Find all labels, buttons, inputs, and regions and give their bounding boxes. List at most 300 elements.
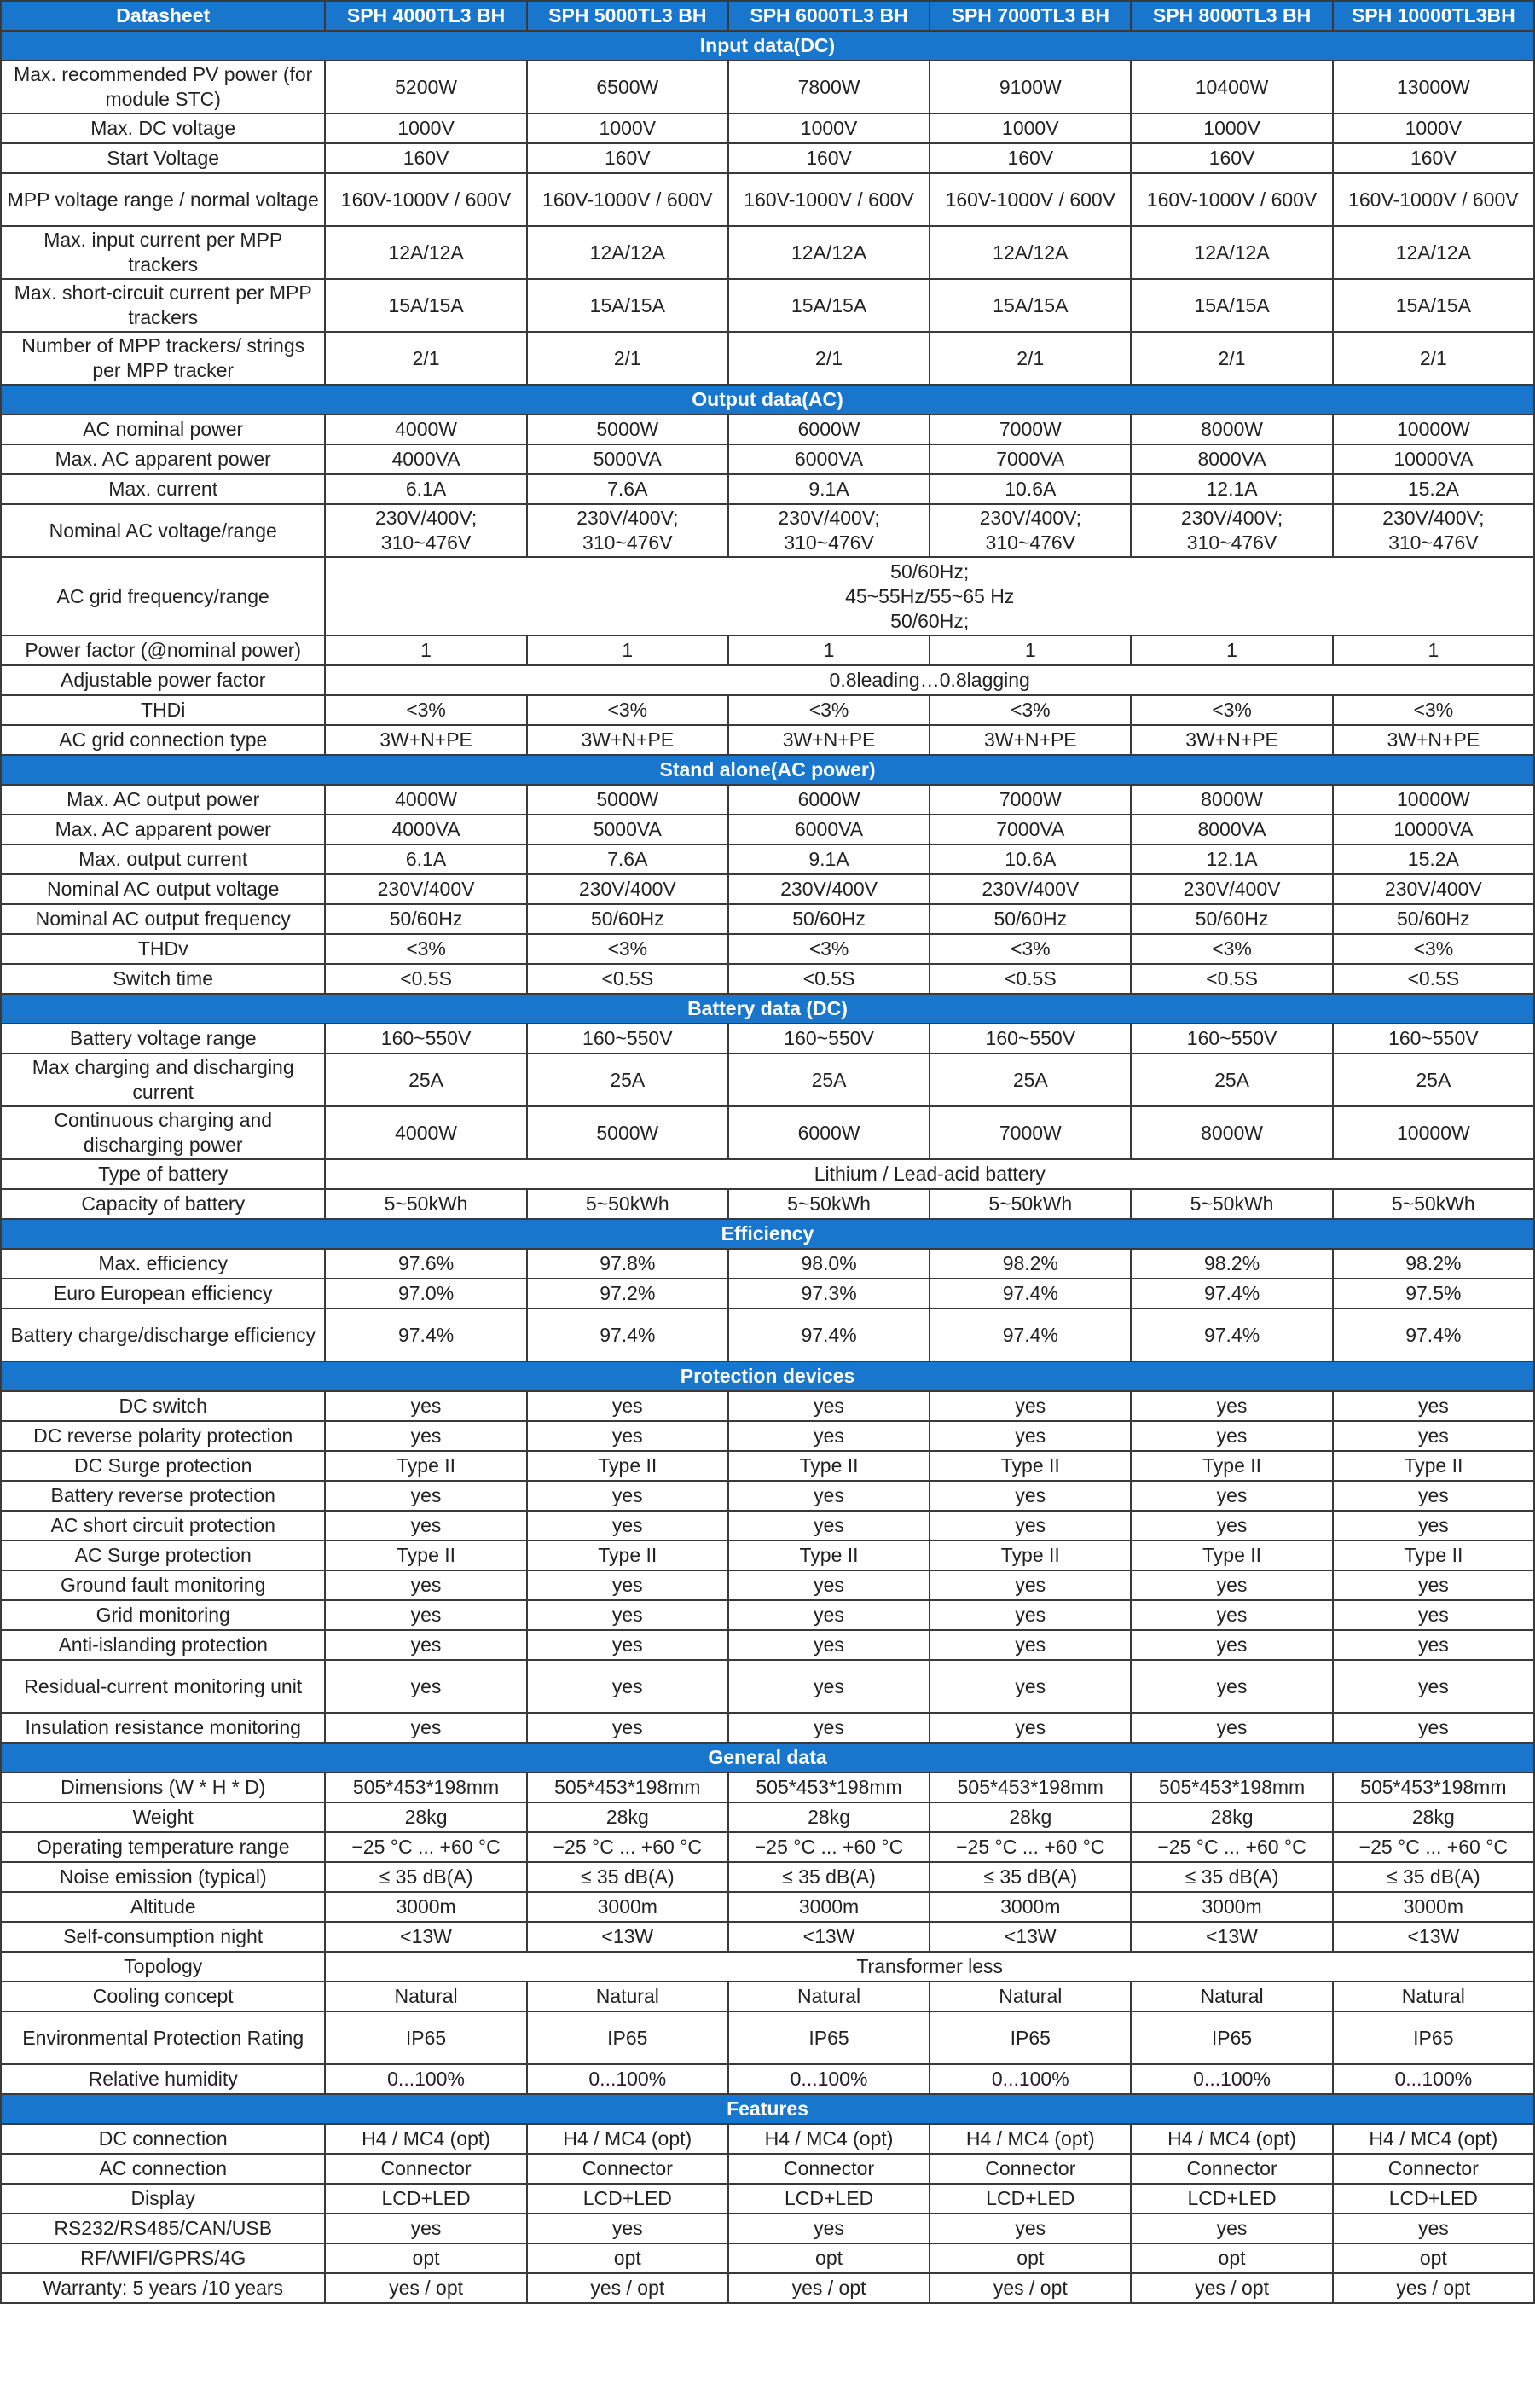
row-label: Continuous charging and discharging power	[1, 1106, 325, 1159]
row-label: Max. output current	[1, 844, 325, 874]
value-cell: 1000V	[527, 113, 728, 143]
value-cell: yes	[1131, 1391, 1332, 1421]
value-cell: yes	[325, 1481, 526, 1511]
value-cell: 1000V	[930, 113, 1131, 143]
value-cell: ≤ 35 dB(A)	[930, 1862, 1131, 1892]
value-cell: 8000VA	[1131, 815, 1332, 844]
row-label: AC Surge protection	[1, 1541, 325, 1570]
section-header-row	[1, 1361, 1534, 1391]
value-cell: 97.0%	[325, 1279, 526, 1308]
value-cell: 5000VA	[527, 444, 728, 474]
value-cell: yes	[527, 1570, 728, 1600]
section-header-row	[1, 755, 1534, 785]
value-cell: 50/60Hz	[1131, 904, 1332, 934]
datasheet-body	[1, 31, 1534, 2303]
value-cell: 25A	[325, 1053, 526, 1106]
table-row	[1, 1982, 1534, 2011]
value-cell: 28kg	[1131, 1802, 1332, 1832]
value-cell: yes	[930, 1713, 1131, 1743]
value-cell: yes	[1131, 1660, 1332, 1713]
model-header: SPH 8000TL3 BH	[1131, 1, 1332, 31]
value-cell: <3%	[1333, 934, 1534, 964]
value-cell: 230V/400V; 310~476V	[930, 504, 1131, 557]
value-cell: −25 °C ... +60 °C	[728, 1832, 930, 1862]
value-cell: 160~550V	[325, 1024, 526, 1053]
value-cell: yes	[728, 1630, 930, 1660]
table-row	[1, 2243, 1534, 2273]
row-label: AC connection	[1, 2154, 325, 2184]
value-cell: yes	[728, 1713, 930, 1743]
value-cell: 25A	[1131, 1053, 1332, 1106]
row-label: Warranty: 5 years /10 years	[1, 2273, 325, 2303]
value-cell: 6500W	[527, 61, 728, 113]
row-label: Weight	[1, 1802, 325, 1832]
value-cell: 1	[527, 635, 728, 665]
value-cell: 3W+N+PE	[728, 725, 930, 755]
table-row	[1, 504, 1534, 557]
value-cell: yes	[930, 1660, 1131, 1713]
value-cell: yes	[527, 1391, 728, 1421]
row-label: AC nominal power	[1, 415, 325, 444]
value-cell: 12A/12A	[527, 226, 728, 279]
table-row	[1, 665, 1534, 695]
value-cell: 5000VA	[527, 815, 728, 844]
value-cell: yes	[930, 1481, 1131, 1511]
value-cell: 15A/15A	[527, 279, 728, 332]
row-label: Insulation resistance monitoring	[1, 1713, 325, 1743]
table-row	[1, 415, 1534, 444]
value-cell: 12.1A	[1131, 844, 1332, 874]
table-row	[1, 934, 1534, 964]
value-cell: yes	[1333, 2214, 1534, 2243]
value-cell: H4 / MC4 (opt)	[325, 2124, 526, 2154]
row-label: Switch time	[1, 964, 325, 994]
value-cell: <3%	[325, 934, 526, 964]
value-cell: yes	[527, 1630, 728, 1660]
row-label: Relative humidity	[1, 2064, 325, 2094]
value-cell: yes	[1131, 1511, 1332, 1541]
value-cell: opt	[1333, 2243, 1534, 2273]
value-cell: yes	[527, 1511, 728, 1541]
value-cell: LCD+LED	[527, 2184, 728, 2214]
value-cell: 2/1	[728, 332, 930, 385]
value-cell: LCD+LED	[1131, 2184, 1332, 2214]
value-cell: yes	[930, 1600, 1131, 1630]
value-cell: 28kg	[325, 1802, 526, 1832]
value-cell: yes / opt	[527, 2273, 728, 2303]
row-label: Dimensions (W * H * D)	[1, 1773, 325, 1802]
value-cell: 2/1	[527, 332, 728, 385]
row-label: Max. short-circuit current per MPP trackers	[1, 279, 325, 332]
spanned-value: 50/60Hz; 45~55Hz/55~65 Hz 50/60Hz;	[325, 557, 1534, 635]
value-cell: yes / opt	[1333, 2273, 1534, 2303]
value-cell: 160V-1000V / 600V	[527, 173, 728, 226]
value-cell: 12A/12A	[930, 226, 1131, 279]
value-cell: 230V/400V; 310~476V	[728, 504, 930, 557]
value-cell: 97.4%	[1131, 1308, 1332, 1361]
value-cell: 7000W	[930, 1106, 1131, 1159]
value-cell: 10000W	[1333, 785, 1534, 815]
value-cell: 98.2%	[930, 1249, 1131, 1279]
value-cell: 230V/400V	[527, 874, 728, 904]
value-cell: 98.2%	[1131, 1249, 1332, 1279]
value-cell: 97.2%	[527, 1279, 728, 1308]
value-cell: 15A/15A	[1131, 279, 1332, 332]
value-cell: IP65	[930, 2011, 1131, 2064]
value-cell: 1000V	[728, 113, 930, 143]
row-label: Number of MPP trackers/ strings per MPP tracker	[1, 332, 325, 385]
value-cell: 160V	[1333, 143, 1534, 173]
value-cell: 230V/400V; 310~476V	[527, 504, 728, 557]
value-cell: 15A/15A	[325, 279, 526, 332]
value-cell: opt	[728, 2243, 930, 2273]
value-cell: 160V	[325, 143, 526, 173]
value-cell: 50/60Hz	[325, 904, 526, 934]
value-cell: 4000W	[325, 785, 526, 815]
value-cell: 50/60Hz	[930, 904, 1131, 934]
value-cell: 0...100%	[728, 2064, 930, 2094]
value-cell: 4000W	[325, 415, 526, 444]
table-row	[1, 332, 1534, 385]
value-cell: 160V	[728, 143, 930, 173]
value-cell: 10000VA	[1333, 815, 1534, 844]
value-cell: Type II	[1131, 1541, 1332, 1570]
value-cell: 8000W	[1131, 785, 1332, 815]
value-cell: ≤ 35 dB(A)	[527, 1862, 728, 1892]
value-cell: Type II	[325, 1541, 526, 1570]
table-row	[1, 964, 1534, 994]
table-row	[1, 2273, 1534, 2303]
value-cell: yes	[1131, 1600, 1332, 1630]
value-cell: −25 °C ... +60 °C	[1131, 1832, 1332, 1862]
value-cell: LCD+LED	[325, 2184, 526, 2214]
row-label: DC Surge protection	[1, 1451, 325, 1481]
table-row	[1, 1189, 1534, 1219]
value-cell: <3%	[930, 695, 1131, 725]
value-cell: H4 / MC4 (opt)	[728, 2124, 930, 2154]
value-cell: 505*453*198mm	[930, 1773, 1131, 1802]
value-cell: 1000V	[325, 113, 526, 143]
table-row	[1, 844, 1534, 874]
value-cell: yes	[1333, 1511, 1534, 1541]
value-cell: <13W	[1333, 1922, 1534, 1952]
model-header: SPH 6000TL3 BH	[728, 1, 930, 31]
value-cell: H4 / MC4 (opt)	[930, 2124, 1131, 2154]
value-cell: 2/1	[1131, 332, 1332, 385]
value-cell: yes / opt	[325, 2273, 526, 2303]
row-label: Max. input current per MPP trackers	[1, 226, 325, 279]
row-label: DC connection	[1, 2124, 325, 2154]
section-title: Features	[1, 2094, 1534, 2124]
table-row	[1, 1952, 1534, 1982]
row-label: Self-consumption night	[1, 1922, 325, 1952]
value-cell: 230V/400V	[1333, 874, 1534, 904]
value-cell: 3W+N+PE	[325, 725, 526, 755]
row-label: Residual-current monitoring unit	[1, 1660, 325, 1713]
table-row	[1, 1391, 1534, 1421]
value-cell: 160~550V	[1131, 1024, 1332, 1053]
value-cell: 15A/15A	[930, 279, 1131, 332]
value-cell: IP65	[325, 2011, 526, 2064]
value-cell: 5~50kWh	[527, 1189, 728, 1219]
value-cell: 25A	[728, 1053, 930, 1106]
section-title: Protection devices	[1, 1361, 1534, 1391]
value-cell: yes	[1131, 1570, 1332, 1600]
value-cell: 5000W	[527, 785, 728, 815]
value-cell: Connector	[930, 2154, 1131, 2184]
section-header-row	[1, 2094, 1534, 2124]
row-label: AC grid connection type	[1, 725, 325, 755]
value-cell: yes	[527, 2214, 728, 2243]
value-cell: 160V	[930, 143, 1131, 173]
value-cell: 230V/400V; 310~476V	[1333, 504, 1534, 557]
value-cell: 1000V	[1333, 113, 1534, 143]
value-cell: 97.4%	[527, 1308, 728, 1361]
row-label: Max. DC voltage	[1, 113, 325, 143]
value-cell: LCD+LED	[1333, 2184, 1534, 2214]
table-row	[1, 1922, 1534, 1952]
table-row	[1, 1159, 1534, 1189]
value-cell: 6.1A	[325, 844, 526, 874]
value-cell: <3%	[1131, 695, 1332, 725]
value-cell: 5~50kWh	[325, 1189, 526, 1219]
value-cell: 3000m	[1333, 1892, 1534, 1922]
table-row	[1, 815, 1534, 844]
value-cell: yes	[930, 1391, 1131, 1421]
model-header: SPH 5000TL3 BH	[527, 1, 728, 31]
value-cell: Type II	[1333, 1541, 1534, 1570]
table-row	[1, 2064, 1534, 2094]
table-row	[1, 1660, 1534, 1713]
value-cell: 160V	[1131, 143, 1332, 173]
value-cell: <3%	[1333, 695, 1534, 725]
value-cell: yes	[325, 1600, 526, 1630]
row-label: Power factor (@nominal power)	[1, 635, 325, 665]
value-cell: <3%	[728, 695, 930, 725]
model-header: SPH 7000TL3 BH	[930, 1, 1131, 31]
value-cell: 230V/400V	[325, 874, 526, 904]
table-row	[1, 2184, 1534, 2214]
value-cell: 1	[728, 635, 930, 665]
table-row	[1, 474, 1534, 504]
value-cell: opt	[325, 2243, 526, 2273]
value-cell: 3000m	[527, 1892, 728, 1922]
value-cell: <13W	[728, 1922, 930, 1952]
value-cell: 50/60Hz	[527, 904, 728, 934]
table-row	[1, 1481, 1534, 1511]
value-cell: yes	[930, 1421, 1131, 1451]
value-cell: <3%	[527, 695, 728, 725]
value-cell: Natural	[1333, 1982, 1534, 2011]
value-cell: yes	[325, 1660, 526, 1713]
value-cell: ≤ 35 dB(A)	[325, 1862, 526, 1892]
value-cell: 97.4%	[1131, 1279, 1332, 1308]
row-label: AC grid frequency/range	[1, 557, 325, 635]
value-cell: yes	[930, 2214, 1131, 2243]
table-row	[1, 1773, 1534, 1802]
value-cell: 6000VA	[728, 444, 930, 474]
value-cell: 4000VA	[325, 444, 526, 474]
value-cell: 28kg	[527, 1802, 728, 1832]
value-cell: 505*453*198mm	[1333, 1773, 1534, 1802]
table-row	[1, 1511, 1534, 1541]
value-cell: 5000W	[527, 415, 728, 444]
value-cell: yes	[1333, 1421, 1534, 1451]
value-cell: 230V/400V	[1131, 874, 1332, 904]
row-label: Grid monitoring	[1, 1600, 325, 1630]
value-cell: 505*453*198mm	[728, 1773, 930, 1802]
value-cell: 97.3%	[728, 1279, 930, 1308]
value-cell: yes	[728, 2214, 930, 2243]
value-cell: 8000W	[1131, 1106, 1332, 1159]
value-cell: IP65	[728, 2011, 930, 2064]
value-cell: Type II	[930, 1451, 1131, 1481]
value-cell: 97.4%	[325, 1308, 526, 1361]
value-cell: 160V-1000V / 600V	[1131, 173, 1332, 226]
value-cell: 15.2A	[1333, 474, 1534, 504]
value-cell: yes	[1333, 1600, 1534, 1630]
value-cell: 10000VA	[1333, 444, 1534, 474]
value-cell: 230V/400V; 310~476V	[1131, 504, 1332, 557]
value-cell: <13W	[527, 1922, 728, 1952]
section-title: General data	[1, 1743, 1534, 1773]
table-row	[1, 1106, 1534, 1159]
value-cell: 160V-1000V / 600V	[728, 173, 930, 226]
value-cell: 7000VA	[930, 444, 1131, 474]
value-cell: Connector	[1333, 2154, 1534, 2184]
spanned-value: 0.8leading…0.8lagging	[325, 665, 1534, 695]
value-cell: Type II	[1131, 1451, 1332, 1481]
value-cell: 2/1	[1333, 332, 1534, 385]
value-cell: yes	[728, 1421, 930, 1451]
value-cell: 28kg	[930, 1802, 1131, 1832]
table-row	[1, 1249, 1534, 1279]
value-cell: 10000W	[1333, 1106, 1534, 1159]
model-header: SPH 10000TL3BH	[1333, 1, 1534, 31]
value-cell: 5~50kWh	[1131, 1189, 1332, 1219]
value-cell: 3000m	[930, 1892, 1131, 1922]
value-cell: 0...100%	[325, 2064, 526, 2094]
row-label: THDv	[1, 934, 325, 964]
value-cell: 9.1A	[728, 474, 930, 504]
value-cell: 28kg	[728, 1802, 930, 1832]
value-cell: 230V/400V; 310~476V	[325, 504, 526, 557]
table-row	[1, 2154, 1534, 2184]
row-label: Noise emission (typical)	[1, 1862, 325, 1892]
value-cell: Connector	[325, 2154, 526, 2184]
value-cell: Type II	[728, 1541, 930, 1570]
value-cell: IP65	[1131, 2011, 1332, 2064]
value-cell: 0...100%	[1131, 2064, 1332, 2094]
value-cell: Type II	[728, 1451, 930, 1481]
value-cell: yes	[728, 1660, 930, 1713]
value-cell: yes	[325, 1421, 526, 1451]
value-cell: 97.8%	[527, 1249, 728, 1279]
value-cell: yes	[325, 1630, 526, 1660]
table-row	[1, 874, 1534, 904]
value-cell: 9100W	[930, 61, 1131, 113]
table-row	[1, 1570, 1534, 1600]
value-cell: 5~50kWh	[930, 1189, 1131, 1219]
value-cell: −25 °C ... +60 °C	[325, 1832, 526, 1862]
value-cell: 4000W	[325, 1106, 526, 1159]
section-header-row	[1, 1743, 1534, 1773]
value-cell: 3W+N+PE	[1131, 725, 1332, 755]
row-label: Nominal AC output frequency	[1, 904, 325, 934]
table-row	[1, 904, 1534, 934]
row-label: Max. recommended PV power (for module STC)	[1, 61, 325, 113]
value-cell: <13W	[1131, 1922, 1332, 1952]
value-cell: 0...100%	[527, 2064, 728, 2094]
section-header-row	[1, 994, 1534, 1024]
table-row	[1, 113, 1534, 143]
value-cell: ≤ 35 dB(A)	[1333, 1862, 1534, 1892]
row-label: Nominal AC output voltage	[1, 874, 325, 904]
row-label: Battery charge/discharge efficiency	[1, 1308, 325, 1361]
table-row	[1, 1713, 1534, 1743]
value-cell: 4000VA	[325, 815, 526, 844]
value-cell: yes	[930, 1511, 1131, 1541]
row-label: Ground fault monitoring	[1, 1570, 325, 1600]
value-cell: yes	[728, 1570, 930, 1600]
table-row	[1, 1892, 1534, 1922]
value-cell: <0.5S	[325, 964, 526, 994]
value-cell: yes	[728, 1391, 930, 1421]
row-label: Battery reverse protection	[1, 1481, 325, 1511]
row-label: Max. AC apparent power	[1, 815, 325, 844]
value-cell: ≤ 35 dB(A)	[728, 1862, 930, 1892]
value-cell: LCD+LED	[930, 2184, 1131, 2214]
row-label: Max. efficiency	[1, 1249, 325, 1279]
value-cell: 160V-1000V / 600V	[930, 173, 1131, 226]
value-cell: 2/1	[930, 332, 1131, 385]
value-cell: yes / opt	[930, 2273, 1131, 2303]
value-cell: 15A/15A	[1333, 279, 1534, 332]
value-cell: 97.4%	[1333, 1308, 1534, 1361]
value-cell: <0.5S	[1131, 964, 1332, 994]
value-cell: 8000W	[1131, 415, 1332, 444]
value-cell: 3000m	[1131, 1892, 1332, 1922]
table-row	[1, 1862, 1534, 1892]
value-cell: 15.2A	[1333, 844, 1534, 874]
value-cell: <3%	[1131, 934, 1332, 964]
row-label: MPP voltage range / normal voltage	[1, 173, 325, 226]
value-cell: yes	[325, 1713, 526, 1743]
table-row	[1, 1541, 1534, 1570]
table-row	[1, 1421, 1534, 1451]
value-cell: −25 °C ... +60 °C	[930, 1832, 1131, 1862]
value-cell: 160~550V	[930, 1024, 1131, 1053]
value-cell: 9.1A	[728, 844, 930, 874]
row-label: RS232/RS485/CAN/USB	[1, 2214, 325, 2243]
value-cell: yes	[728, 1600, 930, 1630]
value-cell: 12.1A	[1131, 474, 1332, 504]
value-cell: 15A/15A	[728, 279, 930, 332]
value-cell: 160V-1000V / 600V	[1333, 173, 1534, 226]
value-cell: Type II	[527, 1541, 728, 1570]
table-row	[1, 1630, 1534, 1660]
value-cell: H4 / MC4 (opt)	[1333, 2124, 1534, 2154]
row-label: Nominal AC voltage/range	[1, 504, 325, 557]
model-header: SPH 4000TL3 BH	[325, 1, 526, 31]
value-cell: yes	[527, 1660, 728, 1713]
table-row	[1, 1600, 1534, 1630]
row-label: THDi	[1, 695, 325, 725]
row-label: Start Voltage	[1, 143, 325, 173]
spanned-value: Transformer less	[325, 1952, 1534, 1982]
table-row	[1, 1053, 1534, 1106]
value-cell: 8000VA	[1131, 444, 1332, 474]
